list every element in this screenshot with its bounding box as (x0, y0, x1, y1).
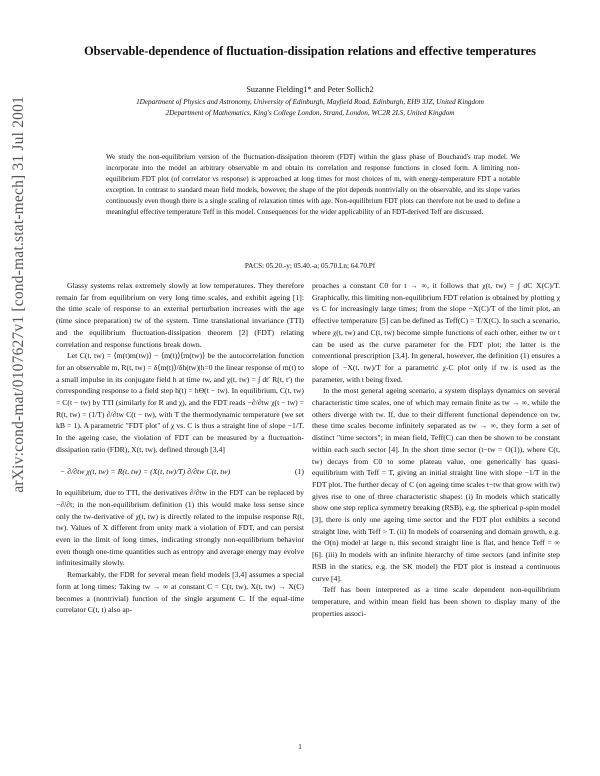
page-number: 1 (298, 742, 302, 751)
paragraph: In the most general ageing scenario, a system displays dynamics on several characteristic time scales, one of which may remain finite as tw → ∞, while the others diverge with tw. If, due to their different functional dependence on tw, these time scales become infinitely separated as tw → ∞, they form a set of distinct "time sectors"; in mean field, Teff(C) can then be shown to be constant within each such sector [4]. In the short time sector (t−tw = O(1)), where C(t, tw) decays from C0 to some plateau value, one generically has quasi-equilibrium with Teff = T, giving an initial straight line with slope −1/T in the FDT plot. The further decay of C (on ageing time scales t−tw that grow with tw) gives rise to one of three characteristic shapes: (i) In models which statically show one step replica symmetry breaking (RSB), e.g. the spherical p-spin model [3], there is only one ageing time sector and the FDT plot exhibits a second straight line, with Teff > T. (ii) In models of coarsening and domain growth, e.g. the O(n) model at large n, this second straight line is flat, and hence Teff = ∞ [6]. (iii) In models with an infinite hierarchy of time sectors (and infinite step RSB in the statics, e.g. the SK model) the FDT plot is instead a continuous curve [4]. (312, 386, 560, 583)
abstract: We study the non-equilibrium version of the fluctuation-dissipation theorem (FDT) within the glass phase of Bouchaud's trap model. We incorporate into the model an arbitrary observable m and obtain its correlation and response functions in closed form. A limiting non-equilibrium FDT plot (of correlator vs response) is approached at long times for most choices of m, with energy-temperature FDT a notable exception. In contrast to standard mean field models, however, the shape of the plot depends nontrivially on the observable, and its slope varies continuously even though there is a single scaling of relaxation times with age. Non-equilibrium FDT plots can therefore not be used to define a meaningful effective temperature Teff in this model. Consequences for the wider applicability of an FDT-derived Teff are discussed. (106, 153, 520, 216)
authors: Suzanne Fielding1* and Peter Sollich2 (246, 85, 374, 94)
left-column (56, 280, 304, 616)
paragraph: Glassy systems relax extremely slowly at low temperatures. They therefore remain far from equilibrium on very long time scales, and exhibit ageing [1]: the time scale of response to an external perturbation increases with the age (time since preparation) tw of the system. Time translational invariance (TTI) and the equilibrium fluctuation-dissipation theorem [2] (FDT) relating correlation and response functions break down. (56, 281, 304, 349)
paragraph: In equilibrium, due to TTI, the derivatives ∂/∂tw in the FDT can be replaced by −∂/∂t; in the non-equilibrium definition (1) this would make less sense since only the tw-derivative of χ(t, tw) is directly related to the impulse response R(t, tw). Values of X different from unity mark a violation of FDT, and can persist even in the limit of long times, indicating strongly non-equilibrium behavior even though one-time quantities such as entropy and average energy may evolve infinitesimally slowly. (56, 488, 304, 568)
affiliation-1: 1Department of Physics and Astronomy, University of Edinburgh, Mayfield Road, Edinburgh, EH9 3JZ, United Kingdom (136, 98, 484, 106)
equation-body: − ∂/∂tw χ(t, tw) = R(t, tw) = (X(t, tw)/T) ∂/∂tw C(t, tw) (60, 466, 231, 476)
equation-1 (60, 466, 304, 478)
paragraph: Let C(t, tw) = ⟨m(t)m(tw)⟩ − ⟨m(t)⟩⟨m(tw)⟩ be the autocorrelation function for an observable m, R(t, tw) = δ⟨m(t)⟩/δh(tw)|h=0 the linear response of m(t) to a small impulse in its conjugate field h at time tw, and χ(t, tw) = ∫ dt′ R(t, t′) the corresponding response to a field step h(t) = hΘ(t − tw). In equilibrium, C(t, tw) = C(t − tw) by TTI (similarly for R and χ), and the FDT reads −∂/∂tw χ(t − tw) = R(t, tw) = (1/T) ∂/∂tw C(t − tw), with T the thermodynamic temperature (we set kB = 1). A parametric "FDT plot" of χ vs. C is thus a straight line of slope −1/T. In the ageing case, the violation of FDT can be measured by a fluctuation-dissipation ratio (FDR), X(t, tw), defined through [3,4] (56, 351, 304, 454)
paragraph: Teff has been interpreted as a time scale dependent non-equilibrium temperature, and within mean field has been shown to display many of the properties associ- (312, 585, 560, 618)
affiliation-2: 2Department of Mathematics, King's College London, Strand, London, WC2R 2LS, United Kingdom (165, 109, 455, 117)
arxiv-identifier: arXiv:cond-mat/0107627v1 [cond-mat.stat-mech] 31 Jul 2001 (10, 96, 27, 493)
right-column (312, 280, 560, 619)
paragraph: Remarkably, the FDR for several mean field models [3,4] assumes a special form at long times: Taking tw → ∞ at constant C = C(t, tw), X(t, tw) → X(C) becomes a (nontrivial) function of the single argument C. If the equal-time correlator C(t, t) also ap- (56, 570, 304, 615)
paper-title: Observable-dependence of fluctuation-dissipation relations and effective temperatures (84, 44, 536, 58)
pacs-codes: PACS: 05.20.-y; 05.40.-a; 05.70.Ln; 64.70.Pf (244, 262, 376, 270)
paragraph: proaches a constant C0 for t → ∞, it follows that χ(t, tw) = ∫ dC X(C)/T. Graphically, this limiting non-equilibrium FDT relation is obtained by plotting χ vs C for increasingly large times; from the slope −X(C)/T of the limit plot, an effective temperature [5] can be defined as Teff(C) = T/X(C). In such a scenario, where χ(t, tw) and C(t, tw) become simple functions of each other, either tw or t can be used as the curve parameter for the FDT plot; the latter is the conventional prescription [3,4]. In general, however, the definition (1) ensures a slope of −X(t, tw)/T for a parametric χ-C plot only if tw is used as the parameter, with t being fixed. (312, 281, 560, 384)
equation-number: (1) (294, 466, 304, 476)
